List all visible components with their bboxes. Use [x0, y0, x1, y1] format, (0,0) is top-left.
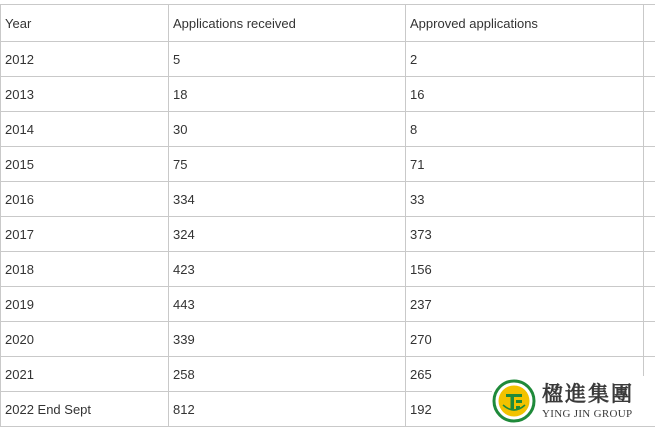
cell-approved-applications: 2 — [406, 42, 644, 77]
cell-applications-received: 324 — [169, 217, 406, 252]
cell-applications-received: 334 — [169, 182, 406, 217]
cell-year: 2014 — [1, 112, 169, 147]
cell-applications-received: 18 — [169, 77, 406, 112]
cell-approved-applications: 237 — [406, 287, 644, 322]
header-approved-applications: Approved applications — [406, 5, 644, 42]
cell-year: 2019 — [1, 287, 169, 322]
cell-year: 2017 — [1, 217, 169, 252]
cell-applications-received: 339 — [169, 322, 406, 357]
table-row — [1, 42, 655, 77]
cell-applications-received: 258 — [169, 357, 406, 392]
cell-clipped-column — [644, 217, 655, 252]
cell-year: 2012 — [1, 42, 169, 77]
cell-clipped-column — [644, 112, 655, 147]
header-clipped-column — [644, 5, 655, 42]
cell-applications-received: 443 — [169, 287, 406, 322]
table-row — [1, 252, 655, 287]
table-row — [1, 77, 655, 112]
cell-approved-applications: 192 — [406, 392, 644, 427]
cell-clipped-column — [644, 147, 655, 182]
table-row — [1, 287, 655, 322]
table-row — [1, 322, 655, 357]
cell-approved-applications: 33 — [406, 182, 644, 217]
header-year: Year — [1, 5, 169, 42]
cell-approved-applications: 71 — [406, 147, 644, 182]
applications-table — [0, 4, 655, 427]
cell-applications-received: 75 — [169, 147, 406, 182]
cell-approved-applications: 373 — [406, 217, 644, 252]
cell-year: 2015 — [1, 147, 169, 182]
cell-approved-applications: 265 — [406, 357, 644, 392]
cell-year: 2021 — [1, 357, 169, 392]
header-applications-received: Applications received — [169, 5, 406, 42]
table-row — [1, 147, 655, 182]
table-body — [1, 42, 655, 427]
cell-applications-received: 812 — [169, 392, 406, 427]
cell-applications-received: 30 — [169, 112, 406, 147]
cell-clipped-column — [644, 182, 655, 217]
cell-year: 2013 — [1, 77, 169, 112]
cell-approved-applications: 270 — [406, 322, 644, 357]
table-header-row — [1, 5, 655, 42]
logo-text — [542, 382, 634, 421]
ying-jin-group-logo — [492, 376, 655, 426]
cell-clipped-column — [644, 42, 655, 77]
cell-approved-applications: 8 — [406, 112, 644, 147]
cell-applications-received: 5 — [169, 42, 406, 77]
cell-clipped-column — [644, 77, 655, 112]
cell-approved-applications: 156 — [406, 252, 644, 287]
table-row — [1, 112, 655, 147]
cell-year: 2018 — [1, 252, 169, 287]
cell-clipped-column — [644, 287, 655, 322]
table-row — [1, 182, 655, 217]
cell-clipped-column — [644, 252, 655, 287]
ying-jin-emblem-icon — [492, 379, 536, 423]
cell-year: 2020 — [1, 322, 169, 357]
cell-year: 2022 End Sept — [1, 392, 169, 427]
cell-approved-applications: 16 — [406, 77, 644, 112]
logo-chinese-name: 楹進集團 — [542, 380, 634, 406]
cell-year: 2016 — [1, 182, 169, 217]
cell-applications-received: 423 — [169, 252, 406, 287]
logo-english-name: YING JIN GROUP — [542, 407, 633, 420]
cell-clipped-column — [644, 322, 655, 357]
table-row — [1, 217, 655, 252]
